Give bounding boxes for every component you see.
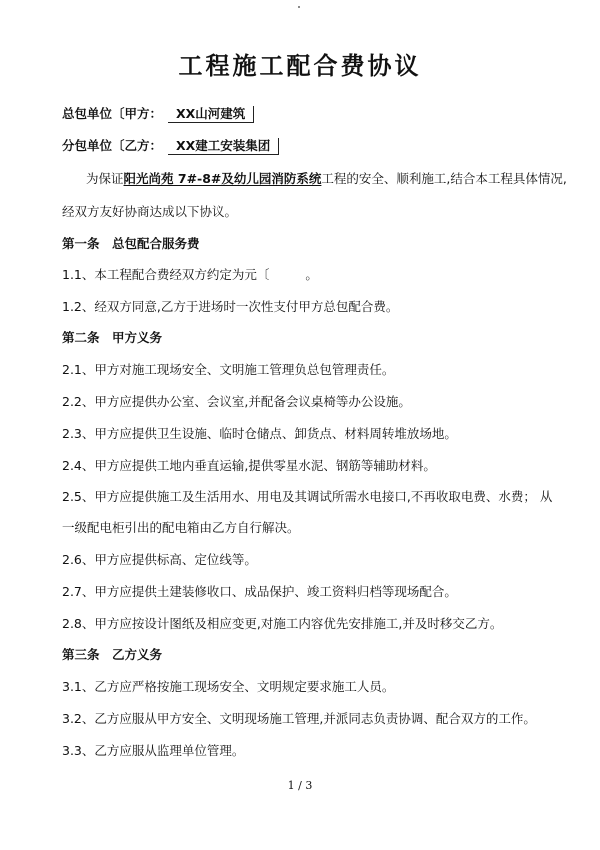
document-title: 工程施工配合费协议 [178, 52, 422, 80]
intro-line-2: 经双方友好协商达成以下协议。 [62, 204, 238, 219]
section-heading: 第三条 乙方义务 [62, 647, 163, 662]
clause-2-6: 2.6、甲方应提供标高、定位线等。 [62, 552, 257, 567]
clause-3-1: 3.1、乙方应严格按施工现场安全、文明规定要求施工人员。 [62, 679, 395, 694]
clause-1-2: 1.2、经双方同意,乙方于进场时一次性支付甲方总包配合费。 [62, 299, 399, 314]
party-b-row [62, 138, 279, 155]
clause-2-1: 2.1、甲方对施工现场安全、文明施工管理负总包管理责任。 [62, 362, 395, 377]
clause-2-4: 2.4、甲方应提供工地内垂直运输,提供零星水泥、钢筋等辅助材料。 [62, 458, 436, 473]
party-a-value: XX山河建筑 [168, 106, 254, 123]
project-name: 阳光尚苑 7#-8#及幼儿园消防系统 [123, 171, 322, 186]
party-b-value: XX建工安装集团 [168, 138, 279, 155]
clause-1-1-tail: 。 [305, 267, 318, 282]
party-a-label: 总包单位〔甲方： [62, 106, 163, 121]
page-number: 1 / 3 [287, 779, 313, 792]
intro-suffix: 工程的安全、顺利施工,结合本工程具体情况, [321, 171, 567, 186]
party-a-row [62, 106, 254, 123]
clause-2-7: 2.7、甲方应提供土建装修收口、成品保护、竣工资料归档等现场配合。 [62, 584, 457, 599]
intro-prefix: 为保证 [86, 171, 124, 186]
section-heading: 第二条 甲方义务 [62, 330, 163, 345]
section-heading: 第一条 总包配合服务费 [62, 236, 200, 251]
clause-1-1 [62, 267, 318, 283]
clause-3-2: 3.2、乙方应服从甲方安全、文明现场施工管理,并派同志负责协调、配合双方的工作。 [62, 711, 536, 726]
clause-2-5-cont: 一级配电柜引出的配电箱由乙方自行解决。 [62, 520, 300, 535]
clause-2-8: 2.8、甲方应按设计图纸及相应变更,对施工内容优先安排施工,并及时移交乙方。 [62, 616, 503, 631]
clause-2-5: 2.5、甲方应提供施工及生活用水、用电及其调试所需水电接口,不再收取电费、水费； 从 [62, 489, 553, 504]
clause-1-1-text: 1.1、本工程配合费经双方约定为元〔 [62, 267, 270, 282]
clause-2-3: 2.3、甲方应提供卫生设施、临时仓储点、卸货点、材料周转堆放场地。 [62, 426, 457, 441]
clause-2-2: 2.2、甲方应提供办公室、会议室,并配备会议桌椅等办公设施。 [62, 394, 411, 409]
intro-line-1 [86, 171, 567, 187]
page-mark [298, 6, 300, 8]
party-b-label: 分包单位〔乙方： [62, 138, 163, 153]
clause-3-3: 3.3、乙方应服从监理单位管理。 [62, 743, 245, 758]
